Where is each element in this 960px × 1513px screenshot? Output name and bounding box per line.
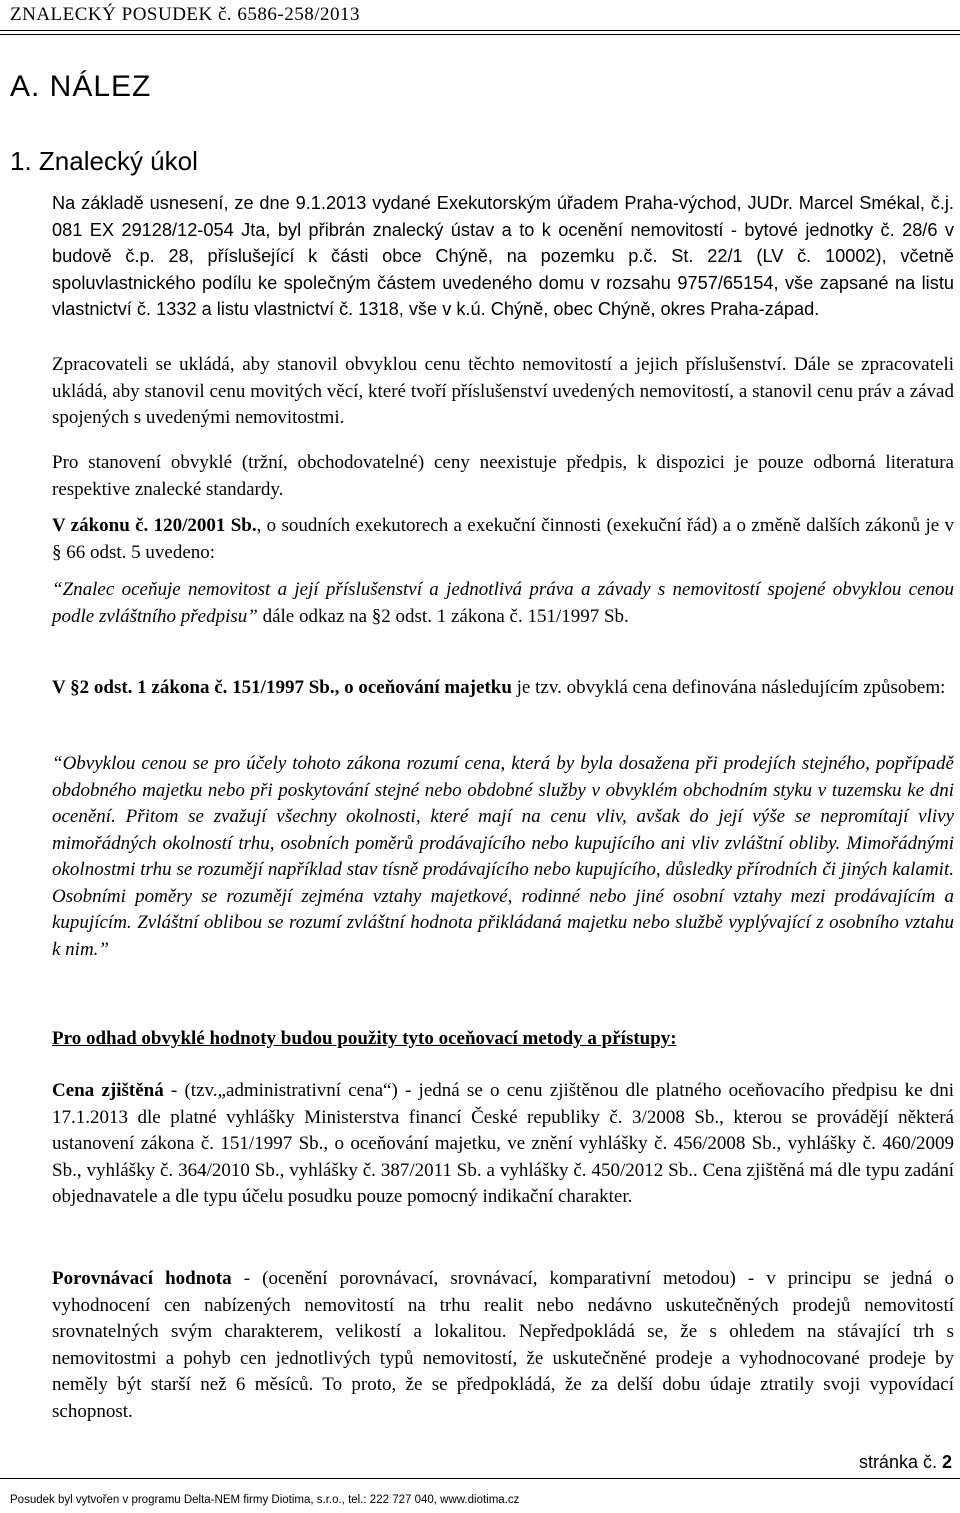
paragraph-assignment: Na základě usnesení, ze dne 9.1.2013 vydané Exekutorským úřadem Praha-východ, JUDr. Marcel Smékal, č.j. 081 EX 29128/12-054 Jta, byl přibrán znalecký ústav a to k ocenění nemovitostí - bytové jednotky č. 28/6 v budově č.p. 28, příslušející k části obce Chýně, na pozemku p.č. St. 22/1 (LV č. 10002), včetně spoluvlastnického podílu ke společným částem uvedeného domu v rozsahu 9757/65154, vše zapsané na listu vlastnictví č. 1332 a listu vlastnictví č. 1318, vše v k.ú. Chýně, obec Chýně, okres Praha-západ. <box>52 193 954 319</box>
page-number <box>859 1452 952 1473</box>
paragraph-task: Zpracovateli se ukládá, aby stanovil obvyklou cenu těchto nemovitostí a jejich příslušenství. Dále se zpracovateli ukládá, aby stanovil cenu movitých věcí, které tvoří příslušenství uvedených nemovitostí, a stanovil cenu práv a závad spojených s uvedenými nemovitostmi. <box>52 354 954 428</box>
quote-expert: “Znalec oceňuje nemovitost a její příslušenství a jednotlivá práva a závady s nemovitostí spojené obvyklou cenou podle zvláštního předpisu” <box>52 579 954 627</box>
cena-zjistena-text: - (tzv.„administrativní cena“) - jedná se o cenu zjištěnou dle platného oceňovacího předpisu ke dni 17.1.2013 dle platné vyhlášky Ministerstva financí České republiky č. 3/2008 Sb., kterou se provádějí některá ustanovení zákona č. 151/1997 Sb., o oceňování majetku, ve znění vyhlášky č. 456/2008 Sb., vyhlášky č. 460/2009 Sb., vyhlášky č. 364/2010 Sb., vyhlášky č. 387/2011 Sb. a vyhlášky č. 450/2012 Sb.. Cena zjištěná má dle typu zadání objednavatele a dle typu účelu posudku pouze pomocný indikační charakter. <box>52 1080 954 1207</box>
section-heading: A. NÁLEZ <box>10 70 152 103</box>
paragraph-standards: Pro stanovení obvyklé (tržní, obchodovatelné) ceny neexistuje předpis, k dispozici je pouze odborná literatura respektive znalecké standardy. <box>52 452 954 500</box>
paragraph-porovnavaci <box>52 1266 954 1425</box>
cena-zjistena-term: Cena zjištěná <box>52 1080 164 1101</box>
porovnavaci-text: - (ocenění porovnávací, srovnávací, komparativní metodou) - v principu se jedná o vyhodnocení cen nabízených nemovitostí na trhu realit nebo nedávno uskutečněných prodejů nemovitostí srovnatelných svým charakterem, velikostí a lokalitou. Nepředpokládá se, že s ohledem na stávající trh s nemovitostmi a pohyb cen jednotlivých typů nemovitostí, že uskutečněné prodeje a vyhodnocované prodeje by neměly být starší než 6 měsíců. To proto, že se předpokládá, že za delší dobu údaje ztratily svoji vypovídací schopnost. <box>52 1268 954 1422</box>
paragraph-cena-zjistena <box>52 1078 954 1211</box>
porovnavaci-term: Porovnávací hodnota <box>52 1268 232 1289</box>
law-151-text: je tzv. obvyklá cena definována následujícím způsobem: <box>511 677 946 698</box>
paragraph-quote-expert <box>52 577 954 630</box>
header-rule-top <box>0 30 960 31</box>
document-header: ZNALECKÝ POSUDEK č. 6586-258/2013 <box>10 4 361 25</box>
paragraph-quote-definition: “Obvyklou cenou se pro účely tohoto zákona rozumí cena, která by byla dosažena při prodejích stejného, popřípadě obdobného majetku nebo při poskytování stejné nebo obdobné služby v obvyklém obchodním styku v tuzemsku ke dni ocenění. Přitom se zvažují všechny okolnosti, které mají na cenu vliv, avšak do její výše se nepromítají vlivy mimořádných okolností trhu, osobních poměrů prodávajícího nebo kupujícího ani vliv zvláštní obliby. Mimořádnými okolnostmi trhu se rozumějí například stav tísně prodávajícího nebo kupujícího, důsledky přírodních či jiných kalamit. Osobními poměry se rozumějí zejména vztahy majetkové, rodinné nebo jiné osobní vztahy mezi prodávajícím a kupujícím. Zvláštní oblibou se rozumí zvláštní hodnota přikládaná majetku nebo službě vyplývající z osobního vztahu k nim.” <box>52 753 954 960</box>
header-rule-bottom <box>0 34 960 35</box>
subsection-heading: 1. Znalecký úkol <box>10 146 198 176</box>
footer-rule <box>0 1478 960 1479</box>
paragraph-law-120 <box>52 513 954 566</box>
footer-note: Posudek byl vytvořen v programu Delta-NEM firmy Diotima, s.r.o., tel.: 222 727 040, www.diotima.cz <box>10 1494 520 1506</box>
quote-expert-ref: dále odkaz na §2 odst. 1 zákona č. 151/1997 Sb. <box>257 605 629 627</box>
law-151-ref: V §2 odst. 1 zákona č. 151/1997 Sb., o oceňování majetku <box>52 677 512 698</box>
law-120-ref: V zákonu č. 120/2001 Sb. <box>52 515 257 536</box>
methods-heading: Pro odhad obvyklé hodnoty budou použity tyto oceňovací metody a přístupy: <box>52 1028 677 1049</box>
paragraph-law-151 <box>52 675 954 702</box>
law-120-text: , o soudních exekutorech a exekuční činnosti (exekuční řád) a o změně dalších zákonů je v § 66 odst. 5 uvedeno: <box>52 515 954 563</box>
page-label: stránka č. <box>858 1452 937 1472</box>
page-number-value: 2 <box>941 1452 952 1472</box>
